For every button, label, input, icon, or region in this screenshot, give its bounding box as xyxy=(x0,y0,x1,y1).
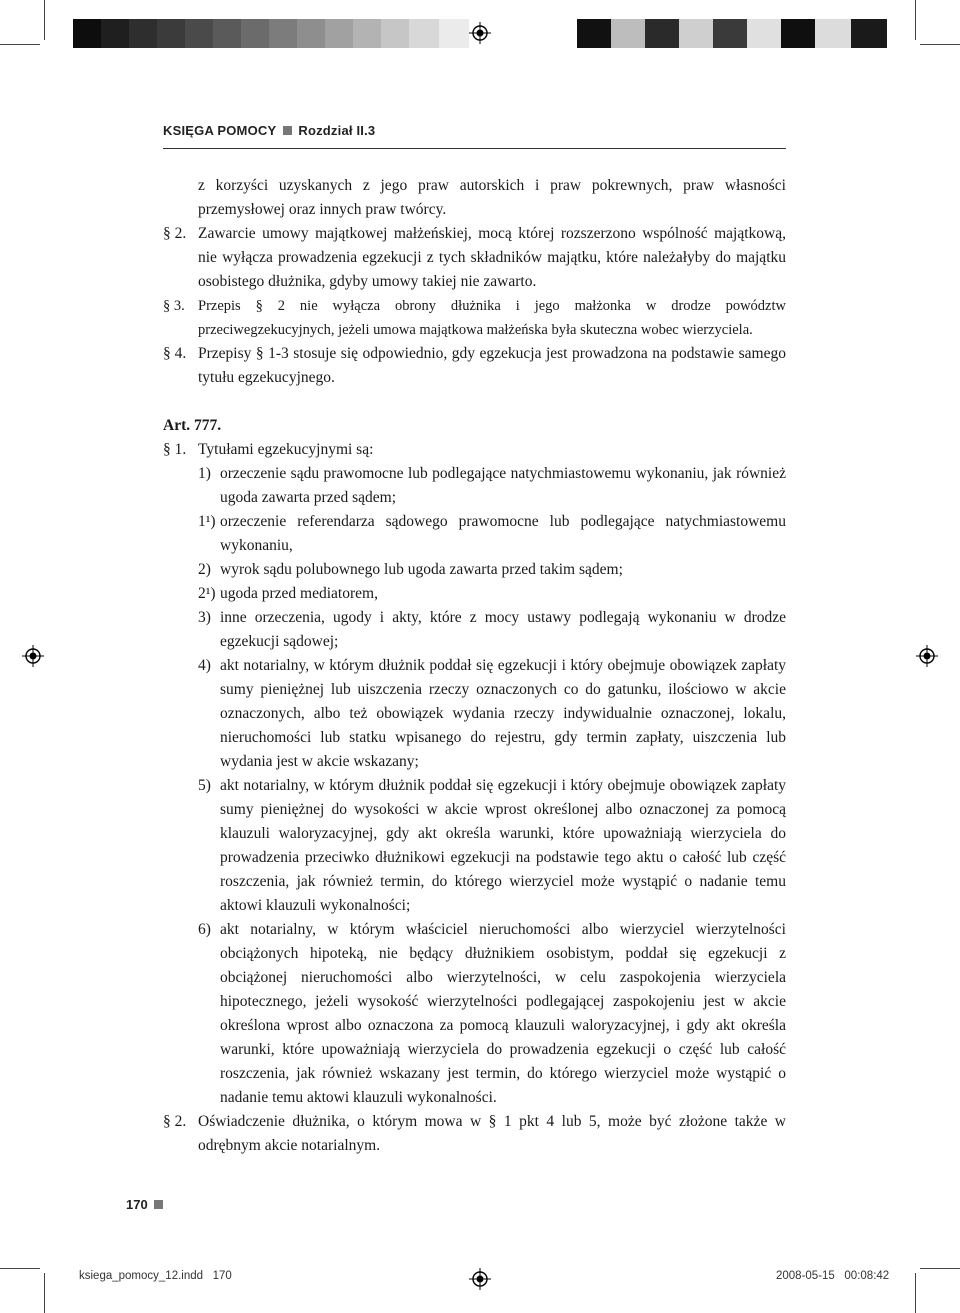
running-head-chapter: Rozdział II.3 xyxy=(298,123,376,138)
crop-mark xyxy=(0,44,40,45)
article-777 xyxy=(163,414,786,1158)
list-item xyxy=(163,606,786,654)
registration-mark-icon xyxy=(469,1268,491,1290)
list-item xyxy=(163,582,786,606)
article-section-1 xyxy=(163,438,786,462)
item-number: 1¹) xyxy=(198,513,216,530)
crop-mark xyxy=(915,0,916,40)
item-number: 2¹) xyxy=(198,585,216,602)
paragraph-number: § 2. xyxy=(163,1113,187,1130)
paragraph-2 xyxy=(163,222,786,294)
item-text: orzeczenie referendarza sądowego prawomocne lub podlegające natychmiastowemu wykonaniu, xyxy=(220,513,786,554)
item-text: ugoda przed mediatorem, xyxy=(220,585,378,602)
article-heading: Art. 777. xyxy=(163,417,222,434)
running-head-section: KSIĘGA POMOCY xyxy=(163,123,277,138)
paragraph-text: Tytułami egzekucyjnymi są: xyxy=(198,441,374,458)
header-rule xyxy=(163,148,786,149)
item-number: 4) xyxy=(198,657,211,674)
paragraph-number: § 1. xyxy=(163,441,187,458)
crop-mark xyxy=(915,1273,916,1313)
list-item xyxy=(163,558,786,582)
paragraph-text: Przepis § 2 nie wyłącza obrony dłużnika i jego małżonka w drodze powództw przeciwegzekucyjnych, jeżeli umowa majątkowa małżeńska była skuteczna wobec wierzyciela. xyxy=(198,298,786,338)
gray-color-bar xyxy=(73,19,469,48)
item-text: wyrok sądu polubownego lub ugoda zawarta przed takim sądem; xyxy=(220,561,623,578)
crop-mark xyxy=(44,1273,45,1313)
running-head xyxy=(163,123,375,138)
list-item xyxy=(163,654,786,774)
item-text: akt notarialny, w którym właściciel nieruchomości albo wierzyciel wierzytelności obciążonych hipoteką, nie będący dłużnikiem osobistym, poddał się egzekucji z obciążonej nieruchomości albo wierzytelności, w celu zaspokojenia wierzyciela hipotecznego, jeżeli wysokość wierzytelności podlegającej zaspokojeniu jest w akcie określona wprost albo oznaczona za pomocą klauzuli waloryzacyjnej, i gdy akt określa warunki, które upoważniają wierzyciela do prowadzenia egzekucji o część lub całość roszczenia, jak również wskazany jest termin, do którego wierzyciel może wystąpić o nadanie temu aktowi klauzuli wykonalności. xyxy=(220,921,786,1106)
list-item xyxy=(163,774,786,918)
registration-mark-icon xyxy=(469,22,491,44)
page-number-text: 170 xyxy=(126,1197,148,1212)
paragraph-text: z korzyści uzyskanych z jego praw autorskich i praw pokrewnych, praw własności przemysłowej oraz innych praw twórcy. xyxy=(198,177,786,218)
list-item xyxy=(163,510,786,558)
paragraph-text: Zawarcie umowy majątkowej małżeńskiej, mocą której rozszerzono wspólność majątkową, nie wyłącza prowadzenia egzekucji z tych składników majątku, które należałyby do majątku osobistego dłużnika, gdyby umowy takiej nie zawarto. xyxy=(198,225,786,290)
item-number: 1) xyxy=(198,465,211,482)
list-item xyxy=(163,918,786,1110)
item-number: 2) xyxy=(198,561,211,578)
square-bullet-icon xyxy=(154,1200,163,1209)
crop-mark xyxy=(44,0,45,40)
item-number: 3) xyxy=(198,609,211,626)
item-number: 6) xyxy=(198,921,211,938)
article-section-2 xyxy=(163,1110,786,1158)
gray-color-bar xyxy=(577,19,887,48)
page-body xyxy=(163,174,786,1158)
list-item xyxy=(163,462,786,510)
paragraph-number: § 3. xyxy=(163,298,185,314)
registration-mark-icon xyxy=(916,645,938,667)
item-number: 5) xyxy=(198,777,211,794)
continued-paragraph xyxy=(163,174,786,222)
item-text: orzeczenie sądu prawomocne lub podlegające natychmiastowemu wykonaniu, jak również ugoda zawarta przed sądem; xyxy=(220,465,786,506)
paragraph-text: Oświadczenie dłużnika, o którym mowa w § 1 pkt 4 lub 5, może być złożone także w odrębnym akcie notarialnym. xyxy=(198,1113,786,1154)
paragraph-number: § 4. xyxy=(163,345,187,362)
item-text: akt notarialny, w którym dłużnik poddał się egzekucji i który obejmuje obowiązek zapłaty sumy pieniężnej do wysokości w akcie wprost określonej albo oznaczonej za pomocą klauzuli waloryzacyjnej, gdy akt określa warunki, które upoważniają wierzyciela do prowadzenia przeciwko dłużnikowi egzekucji na podstawie tego aktu o całość lub część roszczenia, jak również termin, do którego wierzyciel może wystąpić o nadanie temu aktowi klauzuli wykonalności; xyxy=(220,777,786,914)
paragraph-4 xyxy=(163,342,786,390)
paragraph-number: § 2. xyxy=(163,225,187,242)
item-text: akt notarialny, w którym dłużnik poddał się egzekucji i który obejmuje obowiązek zapłaty sumy pieniężnej lub uiszczenia rzeczy oznaczonych co do gatunku, ilościowo w akcie oznaczonych, albo też obowiązek wydania rzeczy indywidualnie oznaczonej, lokalu, nieruchomości lub statku wpisanego do rejestru, gdy termin zapłaty, uiszczenia lub wydania jest w akcie wskazany; xyxy=(220,657,786,770)
paragraph-text: Przepisy § 1-3 stosuje się odpowiednio, gdy egzekucja jest prowadzona na podstawie samego tytułu egzekucyjnego. xyxy=(198,345,786,386)
item-text: inne orzeczenia, ugody i akty, które z mocy ustawy podlegają wykonaniu w drodze egzekucji sądowej; xyxy=(220,609,786,650)
timestamp-slug: 2008-05-15 00:08:42 xyxy=(776,1270,890,1282)
crop-mark xyxy=(920,44,960,45)
crop-mark xyxy=(920,1268,960,1269)
crop-mark xyxy=(0,1268,40,1269)
square-bullet-icon xyxy=(283,126,292,135)
paragraph-3 xyxy=(163,294,786,342)
registration-mark-icon xyxy=(22,645,44,667)
page-number xyxy=(126,1197,163,1212)
file-slug: ksiega_pomocy_12.indd 170 xyxy=(79,1270,232,1282)
